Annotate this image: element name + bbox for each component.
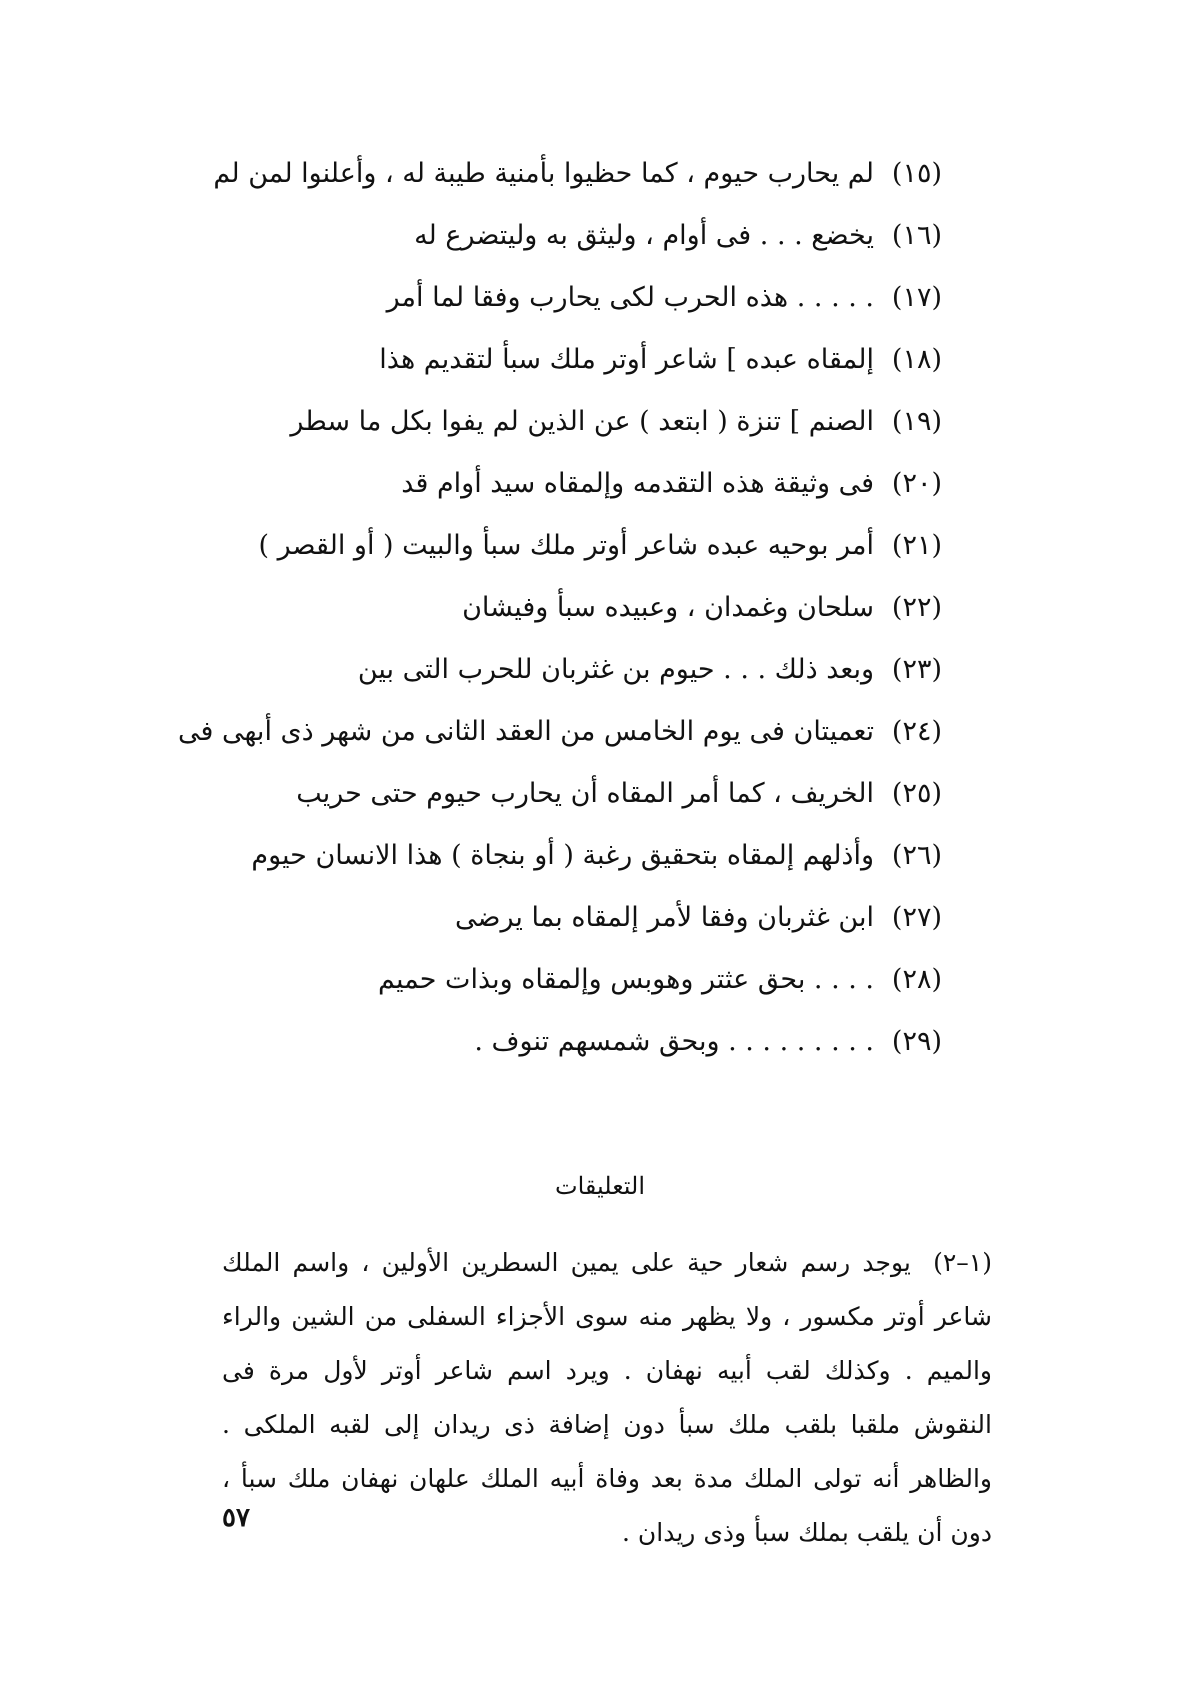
line-text: تعميتان فى يوم الخامس من العقد الثانى من شهر ذى أبهى فى	[177, 716, 874, 747]
inscription-line	[222, 778, 942, 840]
inscription-line	[222, 964, 942, 1026]
inscription-line	[222, 220, 942, 282]
commentary-text: يوجد رسم شعار حية على يمين السطرين الأولين ، واسم الملك شاعر أوتر مكسور ، ولا يظهر منه سوى الأجزاء السفلى من الشين والراء والميم . وكذلك لقب أبيه نهفان . ويرد اسم شاعر أوتر لأول مرة فى النقوش ملقبا بلقب ملك سبأ دون إضافة ذى ريدان إلى لقبه الملكى . والظاهر أنه تولى الملك مدة بعد وفاة أبيه الملك علهان نهفان ملك سبأ ، دون أن يلقب بملك سبأ وذى ريدان .	[222, 1248, 992, 1547]
inscription-line	[177, 716, 942, 778]
line-text: ابن غثربان وفقا لأمر إلمقاه بما يرضى	[455, 902, 874, 933]
line-text: . . . . . . . . . وبحق شمسهم تنوف .	[474, 1026, 874, 1057]
line-number: (٢٠)	[891, 468, 942, 499]
line-number: (٢١)	[891, 530, 942, 561]
line-number: (٢٨)	[891, 964, 942, 995]
line-number: (١٦)	[891, 220, 942, 251]
inscription-line	[222, 282, 942, 344]
line-text: وأذلهم إلمقاه بتحقيق رغبة ( أو بنجاة ) هذا الانسان حيوم	[251, 840, 874, 871]
line-number: (٢٩)	[891, 1026, 942, 1057]
line-text: سلحان وغمدان ، وعبيده سبأ وفيشان	[462, 592, 874, 623]
line-text: وبعد ذلك . . . حيوم بن غثربان للحرب التى بين	[357, 654, 874, 685]
line-number: (١٧)	[891, 282, 942, 313]
line-text: . . . . . هذه الحرب لكى يحارب وفقا لما أمر	[386, 282, 874, 313]
line-number: (١٩)	[891, 406, 942, 437]
inscription-lines	[177, 158, 942, 1088]
line-text: إلمقاه عبده ] شاعر أوتر ملك سبأ لتقديم هذا	[379, 344, 874, 375]
inscription-line	[222, 840, 942, 902]
line-number: (٢٣)	[891, 654, 942, 685]
section-title: التعليقات	[554, 1172, 646, 1200]
inscription-line	[222, 654, 942, 716]
line-number: (٢٧)	[891, 902, 942, 933]
line-number: (٢٤)	[891, 716, 942, 747]
line-number: (٢٥)	[891, 778, 942, 809]
line-text: فى وثيقة هذه التقدمه وإلمقاه سيد أوام قد	[401, 468, 874, 499]
inscription-line	[222, 902, 942, 964]
inscription-line	[222, 530, 942, 592]
line-text: لم يحارب حيوم ، كما حظيوا بأمنية طيبة له ، وأعلنوا لمن لم	[213, 158, 874, 189]
inscription-line	[222, 406, 942, 468]
line-text: الصنم ] تنزة ( ابتعد ) عن الذين لم يفوا بكل ما سطر	[290, 406, 874, 437]
line-text: أمر بوحيه عبده شاعر أوتر ملك سبأ والبيت ( أو القصر )	[258, 530, 874, 561]
inscription-line	[222, 468, 942, 530]
line-text: يخضع . . . فى أوام ، وليثق به وليتضرع له	[414, 220, 874, 251]
line-text: . . . . بحق عثتر وهوبس وإلمقاه وبذات حميم	[378, 964, 874, 995]
inscription-line	[222, 1026, 942, 1088]
commentary-paragraph	[222, 1236, 992, 1560]
inscription-line	[222, 592, 942, 654]
inscription-line	[222, 344, 942, 406]
line-number: (١٥)	[891, 158, 942, 189]
inscription-line	[213, 158, 942, 220]
page-number: ٥٧	[222, 1503, 250, 1533]
line-number: (٢٢)	[891, 592, 942, 623]
line-text: الخريف ، كما أمر المقاه أن يحارب حيوم حتى حريب	[296, 778, 874, 809]
line-number: (١٨)	[891, 344, 942, 375]
line-number: (٢٦)	[891, 840, 942, 871]
commentary-number: (١–٢)	[933, 1248, 992, 1277]
